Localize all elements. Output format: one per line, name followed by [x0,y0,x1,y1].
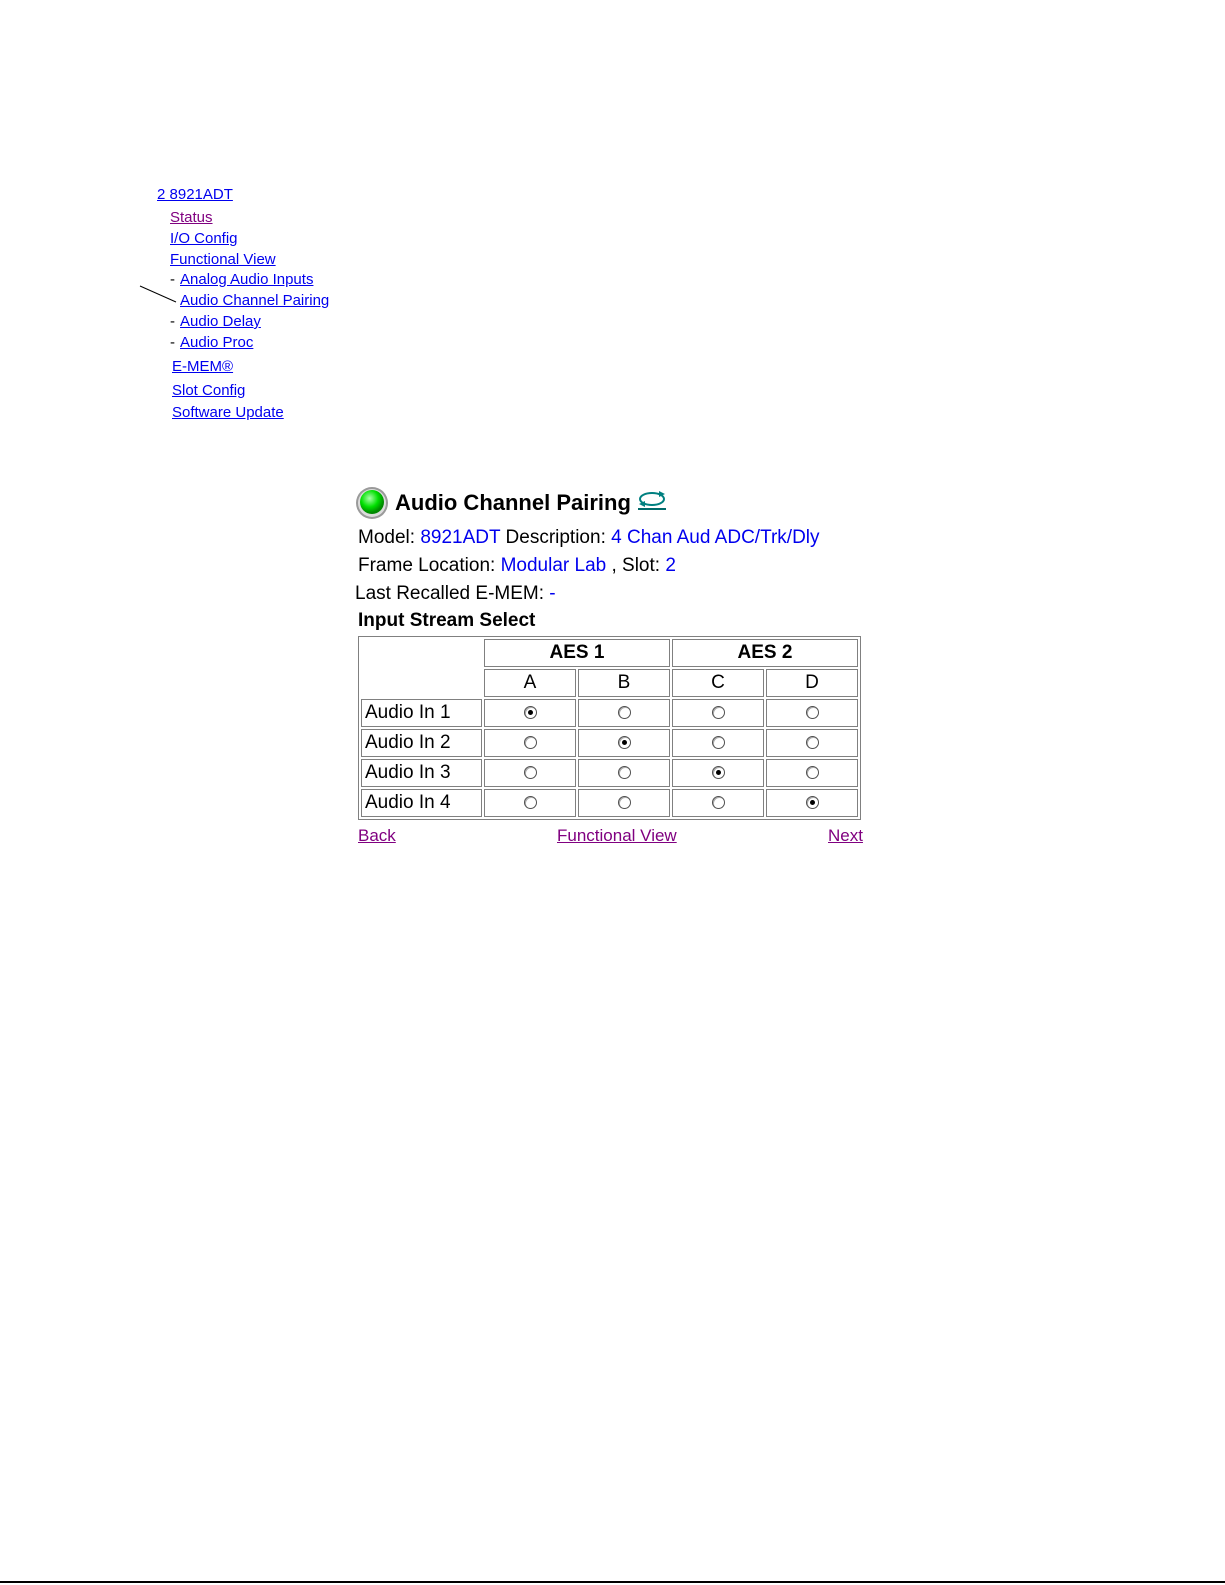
radio-cell [766,699,858,727]
nav-dash: - [170,334,175,351]
radio-cell [578,789,670,817]
slot-label: , Slot: [611,555,661,576]
frame-value: Modular Lab [500,555,607,576]
group-header-aes1: AES 1 [484,639,670,667]
group-header-row [361,639,858,667]
nav-link-audio-proc[interactable]: Audio Proc [180,334,254,351]
nav-item-status[interactable]: Status [170,209,213,226]
radio-button[interactable] [618,796,631,809]
radio-button[interactable] [524,796,537,809]
radio-button[interactable] [618,766,631,779]
radio-button[interactable] [712,706,725,719]
radio-cell [672,759,764,787]
section-title: Input Stream Select [358,610,536,631]
description-label: Description: [505,527,606,548]
radio-button[interactable] [524,766,537,779]
radio-button[interactable] [524,706,537,719]
column-header-a: A [484,669,576,697]
radio-cell [484,729,576,757]
status-led-icon [355,486,389,520]
corner-cell [361,639,482,697]
column-header-d: D [766,669,858,697]
radio-cell [578,699,670,727]
callout-pointer-line [0,0,200,320]
radio-button[interactable] [618,736,631,749]
slot-value: 2 [665,555,676,576]
nav-dash: - [170,313,175,330]
radio-cell [672,699,764,727]
column-header-b: B [578,669,670,697]
nav-sub-item-audio-channel-pairing [180,292,329,309]
page-bottom-rule [0,1581,1225,1583]
row-label: Audio In 1 [361,699,482,727]
nav-link-audio-delay[interactable]: Audio Delay [180,313,261,330]
column-header-c: C [672,669,764,697]
functional-view-link[interactable]: Functional View [557,826,677,845]
radio-cell [766,759,858,787]
emem-label: Last Recalled E-MEM: [355,583,545,604]
nav-link-analog-audio-inputs[interactable]: Analog Audio Inputs [180,271,314,288]
nav-sub-item-audio-proc [170,334,253,351]
table-row [361,759,858,787]
model-label: Model: [358,527,416,548]
footer-links [355,826,875,852]
next-link[interactable]: Next [828,826,863,845]
nav-link-audio-channel-pairing[interactable]: Audio Channel Pairing [180,292,330,309]
radio-button[interactable] [618,706,631,719]
nav-item-functional-view[interactable]: Functional View [170,251,276,268]
table-row [361,729,858,757]
nav-item-software-update[interactable]: Software Update [172,404,284,421]
radio-cell [766,729,858,757]
radio-button[interactable] [806,796,819,809]
radio-cell [484,699,576,727]
model-line [358,524,875,552]
radio-cell [578,729,670,757]
main-panel [355,484,875,852]
radio-button[interactable] [524,736,537,749]
nav-device-link[interactable]: 2 8921ADT [157,186,233,203]
table-row [361,789,858,817]
radio-cell [578,759,670,787]
radio-cell [766,789,858,817]
row-label: Audio In 4 [361,789,482,817]
radio-button[interactable] [712,796,725,809]
nav-dash: - [170,271,175,288]
emem-value: - [549,583,556,604]
radio-cell [672,789,764,817]
radio-button[interactable] [806,706,819,719]
radio-cell [484,759,576,787]
input-stream-table [358,636,861,820]
radio-cell [484,789,576,817]
back-link[interactable]: Back [358,826,396,845]
radio-button[interactable] [712,736,725,749]
row-label: Audio In 2 [361,729,482,757]
refresh-icon[interactable] [637,489,667,511]
radio-cell [672,729,764,757]
table-body [361,699,858,817]
row-label: Audio In 3 [361,759,482,787]
nav-item-emem[interactable]: E-MEM® [172,358,234,375]
nav-item-io-config[interactable]: I/O Config [170,230,238,247]
group-header-aes2: AES 2 [672,639,858,667]
nav-item-slot-config[interactable]: Slot Config [172,382,246,399]
radio-button[interactable] [806,766,819,779]
emem-line [355,580,875,608]
frame-label: Frame Location: [358,555,496,576]
title-row [355,484,875,522]
model-value: 8921ADT [420,527,501,548]
radio-button[interactable] [806,736,819,749]
description-value: 4 Chan Aud ADC/Trk/Dly [611,527,820,548]
frame-line [358,552,875,580]
page-title: Audio Channel Pairing [395,490,631,515]
table-row [361,699,858,727]
radio-button[interactable] [712,766,725,779]
